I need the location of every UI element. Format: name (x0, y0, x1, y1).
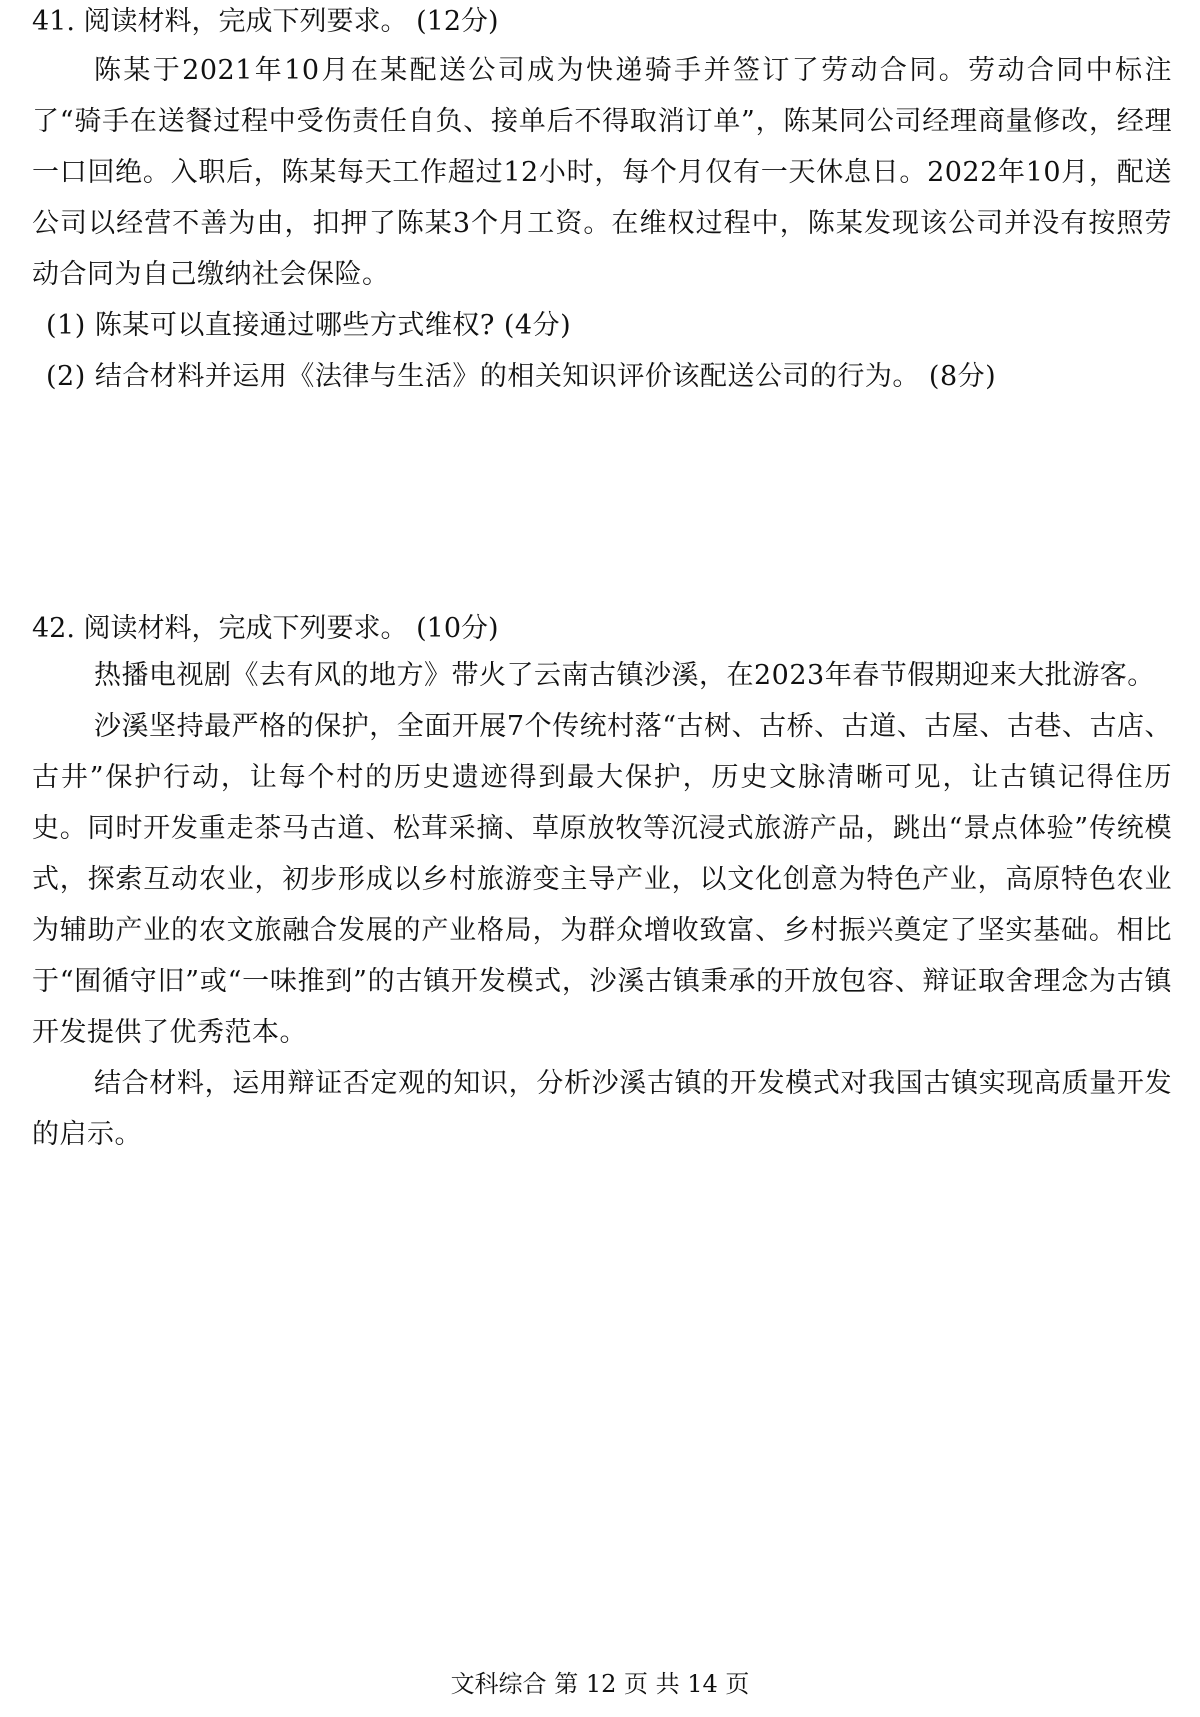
question-41-sub-2: (2) 结合材料并运用《法律与生活》的相关知识评价该配送公司的行为。 (8分) (46, 361, 997, 392)
question-42-heading: 42. 阅读材料，完成下列要求。 (10分) (32, 613, 499, 644)
question-41-heading: 41. 阅读材料，完成下列要求。 (12分) (32, 6, 499, 37)
question-42-paragraph-1: 热播电视剧《去有风的地方》带火了云南古镇沙溪，在2023年春节假期迎来大批游客。 (94, 660, 1155, 691)
question-42-paragraph-3: 结合材料，运用辩证否定观的知识，分析沙溪古镇的开发模式对我国古镇实现高质量开发的启示。 (32, 1068, 1172, 1150)
page-footer: 文科综合 第 12 页 共 14 页 (450, 1670, 750, 1698)
question-41-material: 陈某于2021年10月在某配送公司成为快递骑手并签订了劳动合同。劳动合同中标注了“骑手在送餐过程中受伤责任自负、接单后不得取消订单”，陈某同公司经理商量修改，经理一口回绝。入职后，陈某每天工作超过12小时，每个月仅有一天休息日。2022年10月，配送公司以经营不善为由，扣押了陈某3个月工资。在维权过程中，陈某发现该公司并没有按照劳动合同为自己缴纳社会保险。 (32, 55, 1172, 290)
question-42-paragraph-2: 沙溪坚持最严格的保护，全面开展7个传统村落“古树、古桥、古道、古屋、古巷、古店、古井”保护行动，让每个村的历史遗迹得到最大保护，历史文脉清晰可见，让古镇记得住历史。同时开发重走茶马古道、松茸采摘、草原放牧等沉浸式旅游产品，跳出“景点体验”传统模式，探索互动农业，初步形成以乡村旅游变主导产业，以文化创意为特色产业，高原特色农业为辅助产业的农文旅融合发展的产业格局，为群众增收致富、乡村振兴奠定了坚实基础。相比于“囿循守旧”或“一味推到”的古镇开发模式，沙溪古镇秉承的开放包容、辩证取舍理念为古镇开发提供了优秀范本。 (32, 711, 1172, 1048)
question-41-sub-1: (1) 陈某可以直接通过哪些方式维权? (4分) (46, 310, 572, 341)
question-42-body (32, 650, 1172, 1160)
question-41-body (32, 45, 1172, 402)
